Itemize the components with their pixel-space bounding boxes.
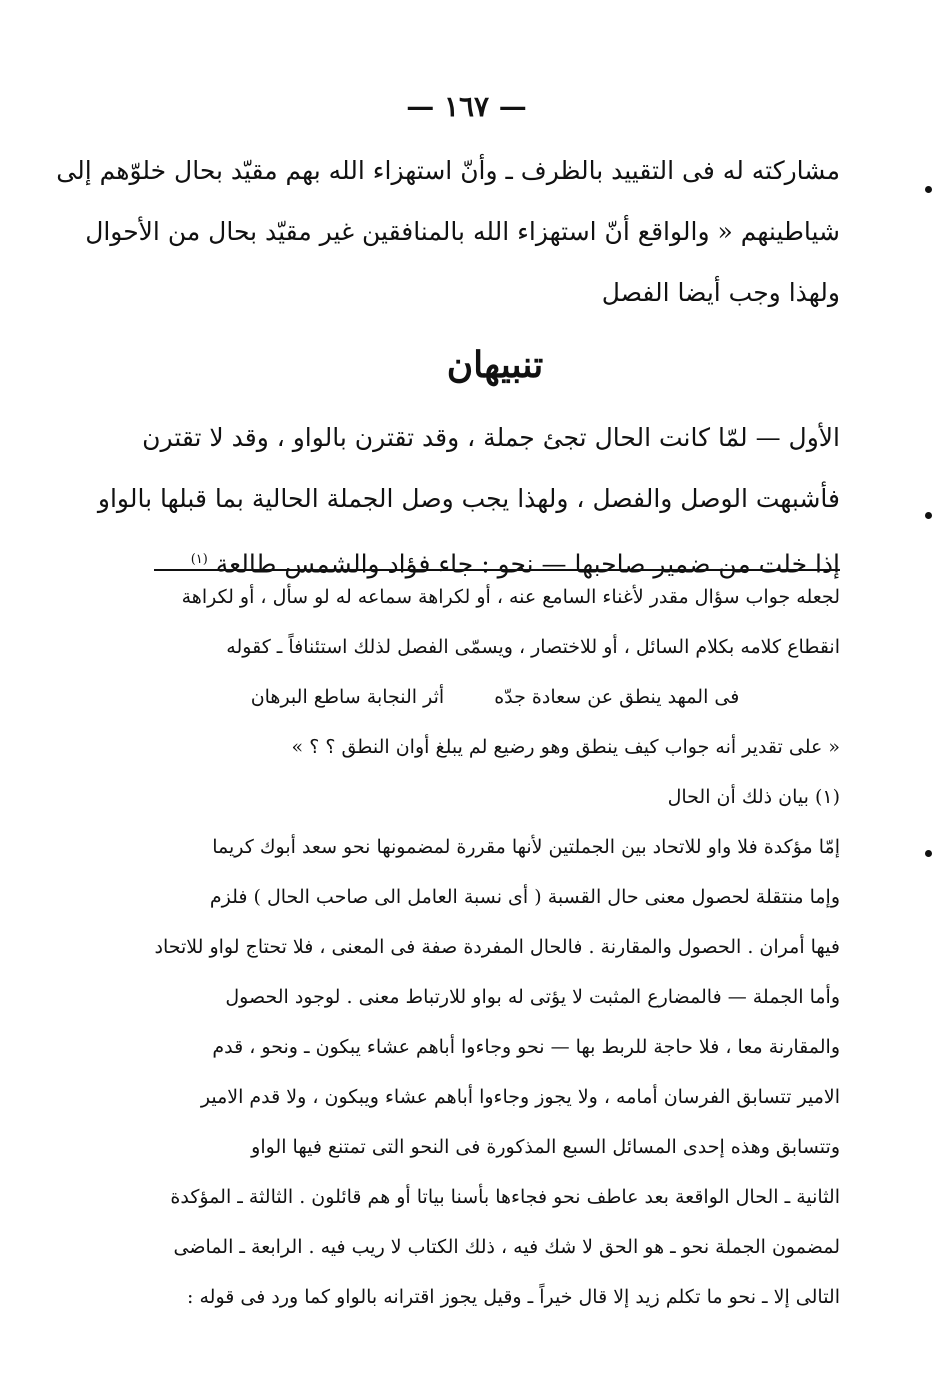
scan-speck [925,186,932,193]
note-line: الثانية ـ الحال الواقعة بعد عاطف نحو فجاءها بأسنا بياتا أو هم قائلون . الثالثة ـ المؤكدة [170,1186,840,1208]
footnote-intro: بيان ذلك أن الحال [667,786,809,808]
text-line-content: إذا خلت من ضمير صاحبها — نحو : جاء فؤاد والشمس طالعة [215,549,840,579]
text-line: فأشبهت الوصل والفصل ، ولهذا يجب وصل الجملة الحالية بما قبلها بالواو [97,484,840,513]
note-line: وأما الجملة — فالمضارع المثبت لا يؤتى له بواو للارتباط معنى . لوجود الحصول [225,986,840,1008]
note-line: إمّا مؤكدة فلا واو للاتحاد بين الجملتين لأنها مقررة لمضمونها نحو سعد أبوك كريما [212,836,840,858]
note-line: وإما منتقلة لحصول معنى حال القسبة ( أى نسبة العامل الى صاحب الحال ) فلزم [209,886,840,908]
footnotes [150,572,840,1322]
note-line: وتتسابق وهذه إحدى المسائل السبع المذكورة فى النحو التى تمتنع فيها الواو [251,1136,840,1158]
text-line: الأول — لمّا كانت الحال تجئ جملة ، وقد تقترن بالواو ، وقد لا تقترن [142,423,840,452]
note-line: الامير تتسابق الفرسان أمامه ، ولا يجوز وجاءوا أباهم عشاء ويبكون ، ولا قدم الامير [200,1086,840,1108]
note-line: انقطاع كلامه بكلام السائل ، أو للاختصار ، ويسمّى الفصل لذلك استئنافاً ـ كقوله [226,636,840,658]
footnote-number: (١) [814,786,840,808]
section-heading: تنبيهان [446,344,544,386]
note-line: والمقارنة معا ، فلا حاجة للربط بها — نحو وجاءوا أباهم عشاء يبكون ـ ونحو ، قدم [212,1036,840,1058]
note-line: لجعله جواب سؤال مقدر لأغناء السامع عنه ، أو لكراهة سماعه له لو سأل ، أو لكراهة [181,586,840,608]
text-line: شياطينهم « والواقع أنّ استهزاء الله بالمنافقين غير مقيّد بحال من الأحوال [85,217,840,246]
text-line: ولهذا وجب أيضا الفصل [601,278,840,307]
scan-speck [925,850,932,857]
verse-line [150,672,840,722]
scan-speck [925,512,932,519]
main-text [56,140,840,590]
note-line: التالى إلا ـ نحو ما تكلم زيد إلا قال خيراً ـ وقيل يجوز اقترانه بالواو كما ورد فى قوله : [187,1286,840,1308]
verse-hemistich-left: أثر النجابة ساطع البرهان [250,686,445,708]
note-line: لمضمون الجملة نحو ـ هو الحق لا شك فيه ، ذلك الكتاب لا ريب فيه . الرابعة ـ الماضى [173,1236,840,1258]
note-line: فيها أمران . الحصول والمقارنة . فالحال المفردة صفة فى المعنى ، فلا تحتاج لواو للاتحاد [154,936,840,958]
text-line: مشاركته له فى التقييد بالظرف ـ وأنّ استهزاء الله بهم مقيّد بحال خلوّهم إلى [56,156,840,185]
footnote-divider [154,569,840,571]
page-number: — ١٦٧ — [406,90,527,123]
footnote-marker: (١) [190,552,208,567]
note-line: « على تقدير أنه جواب كيف ينطق وهو رضيع لم يبلغ أوان النطق ؟ ؟ » [291,736,840,758]
footnote-heading [150,772,840,822]
verse-hemistich-right: فى المهد ينطق عن سعادة جدّه [494,686,740,708]
